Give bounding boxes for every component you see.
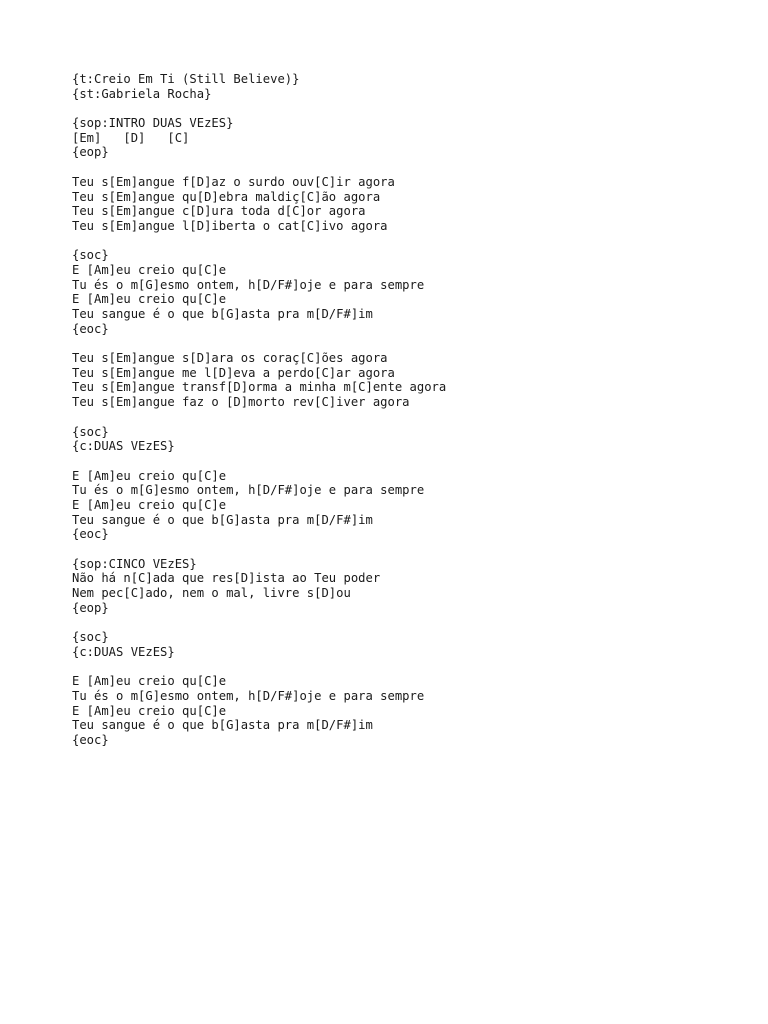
bridge-line: Não há n[C]ada que res[D]ista ao Teu poder [72,571,381,586]
chorus-start-directive: {soc} [72,424,109,439]
comment-directive: {c:DUAS VEzES} [72,439,175,454]
verse2-line: Teu s[Em]angue faz o [D]morto rev[C]iver agora [72,395,410,410]
verse1-line: Teu s[Em]angue c[D]ura toda d[C]or agora [72,204,366,219]
intro-chords: [Em] [D] [C] [72,130,190,145]
chorus-end-directive: {eoc} [72,732,109,747]
verse2-line: Teu s[Em]angue transf[D]orma a minha m[C]ente agora [72,380,447,395]
intro-end-directive: {eop} [72,145,109,160]
chorus-line: Teu sangue é o que b[G]asta pra m[D/F#]im [72,307,373,321]
chorus-line: E [Am]eu creio qu[C]e [72,262,227,277]
blank-line [72,542,712,557]
chorus-line: Tu és o m[G]esmo ontem, h[D/F#]oje e para sempre [72,483,425,498]
chorus-line: E [Am]eu creio qu[C]e [72,468,227,483]
chorus-line: E [Am]eu creio qu[C]e [72,292,227,307]
verse2-line: Teu s[Em]angue me l[D]eva a perdo[C]ar agora [72,365,395,380]
chorus-start-directive: {soc} [72,630,109,645]
chorus-start-directive: {soc} [72,248,109,263]
chorus-line: Tu és o m[G]esmo ontem, h[D/F#]oje e para sempre [72,277,425,292]
chorus-end-directive: {eoc} [72,527,109,542]
verse1-line: Teu s[Em]angue qu[D]ebra maldiç[C]ão agora [72,189,381,204]
chord-sheet [72,72,712,748]
chorus-line: Teu sangue é o que b[G]asta pra m[D/F#]im [72,718,373,733]
chorus-line: Tu és o m[G]esmo ontem, h[D/F#]oje e para sempre [72,688,425,703]
intro-start-directive: {sop:INTRO DUAS VEzES} [72,116,234,131]
blank-line [72,454,712,469]
bridge-end-directive: {eop} [72,600,109,615]
blank-line [72,160,712,175]
subtitle-directive: {st:Gabriela Rocha} [72,86,212,101]
title-directive: {t:Creio Em Ti (Still Believe)} [72,72,300,86]
chorus-line: Teu sangue é o que b[G]asta pra m[D/F#]im [72,512,373,527]
blank-line [72,660,712,675]
chorus-end-directive: {eoc} [72,321,109,336]
verse2-line: Teu s[Em]angue s[D]ara os coraç[C]ões agora [72,351,388,366]
blank-line [72,615,712,630]
blank-line [72,234,712,249]
chorus-line: E [Am]eu creio qu[C]e [72,703,227,718]
blank-line [72,101,712,116]
chorus-line: E [Am]eu creio qu[C]e [72,674,227,689]
comment-directive: {c:DUAS VEzES} [72,644,175,659]
verse1-line: Teu s[Em]angue l[D]iberta o cat[C]ivo agora [72,218,388,233]
bridge-line: Nem pec[C]ado, nem o mal, livre s[D]ou [72,586,351,601]
chorus-line: E [Am]eu creio qu[C]e [72,497,227,512]
blank-line [72,410,712,425]
blank-line [72,336,712,351]
verse1-line: Teu s[Em]angue f[D]az o surdo ouv[C]ir agora [72,174,395,189]
bridge-start-directive: {sop:CINCO VEzES} [72,556,197,571]
